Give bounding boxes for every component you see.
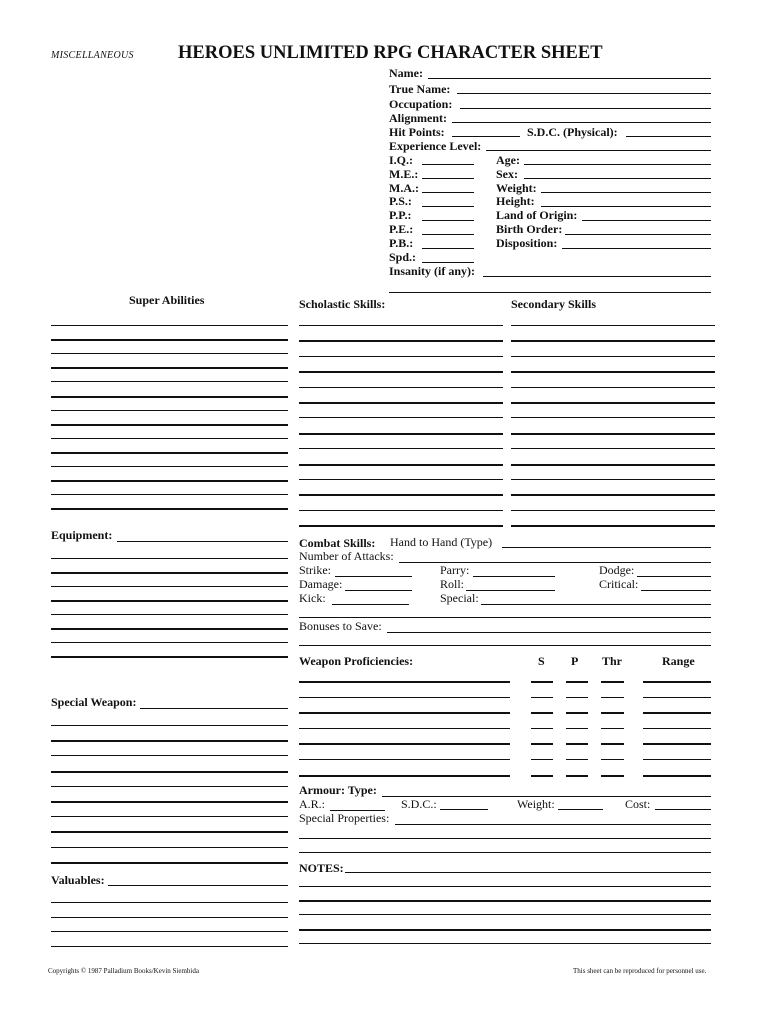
dodge-label: Dodge: — [599, 563, 635, 577]
weapon-stat-line[interactable] — [601, 759, 624, 760]
weapon-stat-line[interactable] — [531, 759, 553, 760]
scholastic-skill-line[interactable] — [299, 464, 503, 466]
col-p-header: P — [571, 654, 579, 668]
weapon-stat-line[interactable] — [643, 728, 711, 729]
iq-label: I.Q.: — [389, 153, 413, 167]
weapon-stat-line[interactable] — [566, 681, 588, 683]
equipment-line[interactable] — [51, 600, 288, 602]
scholastic-skill-line[interactable] — [299, 340, 503, 342]
notes-field[interactable] — [345, 872, 711, 873]
scholastic-skill-line[interactable] — [299, 479, 503, 480]
weapon-stat-line[interactable] — [531, 681, 553, 683]
weapon-proficiencies-label: Weapon Proficiencies: — [299, 654, 414, 668]
combat-skills-label: Combat Skills: — [299, 536, 376, 550]
spd-label: Spd.: — [389, 250, 417, 264]
name-label: Name: — [389, 66, 423, 80]
weapon-name-line[interactable] — [299, 728, 510, 729]
valuables-line[interactable] — [51, 931, 288, 932]
scholastic-skills-heading: Scholastic Skills: — [299, 297, 386, 311]
secondary-skill-line[interactable] — [511, 402, 715, 404]
weapon-stat-line[interactable] — [643, 775, 711, 777]
scholastic-skill-line[interactable] — [299, 356, 503, 357]
special-weapon-line[interactable] — [51, 755, 288, 756]
col-thr-header: Thr — [602, 654, 623, 668]
me-field[interactable] — [422, 178, 474, 179]
scholastic-skill-line[interactable] — [299, 448, 503, 449]
notes-line[interactable] — [299, 900, 711, 902]
secondary-skill-line[interactable] — [511, 510, 715, 511]
armour-type-label: Armour: Type: — [299, 783, 377, 797]
critical-field[interactable] — [641, 590, 711, 591]
parry-field[interactable] — [473, 576, 555, 577]
weapon-stat-line[interactable] — [531, 728, 553, 729]
col-range-header: Range — [662, 654, 695, 668]
equipment-line[interactable] — [51, 656, 288, 658]
critical-label: Critical: — [599, 577, 639, 591]
weapon-stat-line[interactable] — [601, 775, 624, 777]
combat-extra-line[interactable] — [299, 617, 711, 618]
special-weapon-line[interactable] — [51, 847, 288, 848]
secondary-skill-line[interactable] — [511, 340, 715, 342]
special-weapon-line[interactable] — [51, 816, 288, 817]
true-name-label: True Name: — [389, 82, 451, 96]
age-label: Age: — [496, 153, 520, 167]
birth-order-label: Birth Order: — [496, 222, 563, 236]
special-weapon-line[interactable] — [51, 862, 288, 864]
weapon-stat-line[interactable] — [643, 743, 711, 745]
secondary-skill-line[interactable] — [511, 479, 715, 480]
me-label: M.E.: — [389, 167, 419, 181]
notes-line[interactable] — [299, 943, 711, 944]
strike-label: Strike: — [299, 563, 331, 577]
height-label: Height: — [496, 194, 535, 208]
occupation-field[interactable] — [460, 108, 711, 109]
pb-label: P.B.: — [389, 236, 414, 250]
pp-field[interactable] — [422, 220, 474, 221]
weapon-stat-line[interactable] — [601, 712, 624, 714]
special-properties-line-3[interactable] — [299, 852, 711, 853]
super-ability-line[interactable] — [51, 494, 288, 495]
hand-to-hand-field[interactable] — [502, 547, 711, 548]
weapon-stat-line[interactable] — [643, 697, 711, 698]
insanity-label: Insanity (if any): — [389, 264, 476, 278]
super-abilities-heading: Super Abilities — [129, 293, 205, 307]
weapon-name-line[interactable] — [299, 712, 510, 714]
weapon-name-line[interactable] — [299, 759, 510, 760]
weapon-stat-line[interactable] — [531, 712, 553, 714]
special-weapon-line[interactable] — [51, 786, 288, 787]
secondary-skill-line[interactable] — [511, 464, 715, 466]
super-ability-line[interactable] — [51, 438, 288, 439]
age-field[interactable] — [524, 164, 711, 165]
equipment-line[interactable] — [51, 642, 288, 643]
pb-field[interactable] — [422, 248, 474, 249]
weapon-stat-line[interactable] — [566, 759, 588, 760]
special-weapon-label: Special Weapon: — [51, 695, 137, 709]
pe-label: P.E.: — [389, 222, 414, 236]
super-ability-line[interactable] — [51, 508, 288, 510]
secondary-skill-line[interactable] — [511, 417, 715, 418]
weapon-stat-line[interactable] — [643, 712, 711, 714]
ma-field[interactable] — [422, 192, 474, 193]
occupation-label: Occupation: — [389, 97, 453, 111]
equipment-line[interactable] — [51, 614, 288, 615]
weapon-stat-line[interactable] — [531, 743, 553, 745]
weapon-stat-line[interactable] — [601, 743, 624, 745]
hit-points-field[interactable] — [452, 136, 520, 137]
special-properties-label: Special Properties: — [299, 811, 390, 825]
kick-label: Kick: — [299, 591, 326, 605]
col-s-header: S — [538, 654, 545, 668]
super-ability-line[interactable] — [51, 410, 288, 411]
section-label: MISCELLANEOUS — [51, 50, 134, 61]
name-field[interactable] — [428, 78, 711, 79]
scholastic-skill-line[interactable] — [299, 387, 503, 388]
valuables-line[interactable] — [51, 902, 288, 903]
dodge-field[interactable] — [637, 576, 711, 577]
experience-level-label: Experience Level: — [389, 139, 482, 153]
super-ability-line[interactable] — [51, 381, 288, 382]
sdc-physical-label: S.D.C. (Physical): — [527, 125, 618, 139]
secondary-skill-line[interactable] — [511, 387, 715, 388]
ps-field[interactable] — [422, 206, 474, 207]
sex-field[interactable] — [524, 178, 711, 179]
weapon-stat-line[interactable] — [566, 697, 588, 698]
armour-weight-label: Weight: — [517, 797, 555, 811]
super-ability-line[interactable] — [51, 353, 288, 354]
parry-label: Parry: — [440, 563, 470, 577]
weight-field[interactable] — [541, 192, 711, 193]
special-properties-line-2[interactable] — [299, 838, 711, 839]
iq-field[interactable] — [422, 164, 474, 165]
scholastic-skill-line[interactable] — [299, 510, 503, 511]
super-ability-line[interactable] — [51, 325, 288, 326]
super-ability-line[interactable] — [51, 452, 288, 454]
special-weapon-line[interactable] — [51, 831, 288, 833]
armour-sdc-field[interactable] — [440, 809, 488, 810]
equipment-line[interactable] — [51, 572, 288, 574]
number-of-attacks-label: Number of Attacks: — [299, 549, 394, 563]
hit-points-label: Hit Points: — [389, 125, 445, 139]
special-weapon-field[interactable] — [140, 708, 288, 709]
land-of-origin-field[interactable] — [582, 220, 711, 221]
weapon-stat-line[interactable] — [643, 759, 711, 760]
scholastic-skill-line[interactable] — [299, 433, 503, 435]
weapon-stat-line[interactable] — [601, 728, 624, 729]
super-ability-line[interactable] — [51, 396, 288, 398]
weapon-stat-line[interactable] — [566, 728, 588, 729]
roll-field[interactable] — [466, 590, 555, 591]
secondary-skill-line[interactable] — [511, 325, 715, 326]
scholastic-skill-line[interactable] — [299, 402, 503, 404]
damage-field[interactable] — [345, 590, 412, 591]
equipment-field[interactable] — [117, 541, 288, 542]
equipment-label: Equipment: — [51, 528, 113, 542]
notes-label: NOTES: — [299, 861, 344, 875]
ma-label: M.A.: — [389, 181, 419, 195]
weapon-name-line[interactable] — [299, 775, 510, 777]
secondary-skill-line[interactable] — [511, 371, 715, 373]
valuables-line[interactable] — [51, 946, 288, 947]
equipment-line[interactable] — [51, 558, 288, 559]
armour-weight-field[interactable] — [558, 809, 603, 810]
sex-label: Sex: — [496, 167, 518, 181]
weapon-stat-line[interactable] — [643, 681, 711, 683]
special-label: Special: — [440, 591, 479, 605]
alignment-field[interactable] — [452, 122, 711, 123]
reproduce-text: This sheet can be reproduced for personnel use. — [573, 967, 707, 975]
special-weapon-line[interactable] — [51, 801, 288, 803]
armour-cost-field[interactable] — [655, 809, 711, 810]
secondary-skill-line[interactable] — [511, 448, 715, 449]
super-ability-line[interactable] — [51, 480, 288, 482]
weapon-stat-line[interactable] — [566, 712, 588, 714]
spd-field[interactable] — [422, 262, 474, 263]
secondary-skills-heading: Secondary Skills — [511, 297, 597, 311]
weapon-name-line[interactable] — [299, 743, 510, 745]
damage-label: Damage: — [299, 577, 343, 591]
scholastic-skill-line[interactable] — [299, 371, 503, 373]
valuables-field[interactable] — [108, 885, 288, 886]
weapon-name-line[interactable] — [299, 681, 510, 683]
hand-to-hand-label: Hand to Hand (Type) — [390, 535, 493, 549]
secondary-skill-line[interactable] — [511, 356, 715, 357]
sheet-title: HEROES UNLIMITED RPG CHARACTER SHEET — [178, 43, 603, 63]
special-field[interactable] — [481, 604, 711, 605]
scholastic-skill-line[interactable] — [299, 525, 503, 527]
roll-label: Roll: — [440, 577, 465, 591]
scholastic-skill-line[interactable] — [299, 325, 503, 326]
ar-label: A.R.: — [299, 797, 326, 811]
special-weapon-line[interactable] — [51, 740, 288, 742]
scholastic-skill-line[interactable] — [299, 494, 503, 496]
weapon-name-line[interactable] — [299, 697, 510, 698]
experience-level-field[interactable] — [486, 150, 711, 151]
height-field[interactable] — [541, 206, 711, 207]
true-name-field[interactable] — [457, 93, 711, 94]
equipment-line[interactable] — [51, 628, 288, 630]
ps-label: P.S.: — [389, 194, 412, 208]
strike-field[interactable] — [335, 576, 412, 577]
notes-line[interactable] — [299, 886, 711, 887]
weapon-stat-line[interactable] — [566, 743, 588, 745]
copyright-text: Copyrights © 1987 Palladium Books/Kevin Siembida — [48, 967, 199, 975]
equipment-line[interactable] — [51, 586, 288, 587]
super-ability-line[interactable] — [51, 424, 288, 426]
pe-field[interactable] — [422, 234, 474, 235]
kick-field[interactable] — [332, 604, 409, 605]
weight-label: Weight: — [496, 181, 537, 195]
land-of-origin-label: Land of Origin: — [496, 208, 578, 222]
weapon-stat-line[interactable] — [566, 775, 588, 777]
disposition-field[interactable] — [562, 248, 711, 249]
weapon-stat-line[interactable] — [531, 775, 553, 777]
scholastic-skill-line[interactable] — [299, 417, 503, 418]
special-weapon-line[interactable] — [51, 725, 288, 726]
armour-cost-label: Cost: — [625, 797, 651, 811]
super-ability-line[interactable] — [51, 339, 288, 341]
alignment-label: Alignment: — [389, 111, 447, 125]
weapon-stat-line[interactable] — [601, 681, 624, 683]
weapon-stat-line[interactable] — [601, 697, 624, 698]
secondary-skill-line[interactable] — [511, 433, 715, 435]
special-weapon-line[interactable] — [51, 771, 288, 773]
special-properties-field[interactable] — [395, 824, 711, 825]
secondary-skill-line[interactable] — [511, 494, 715, 496]
notes-line[interactable] — [299, 929, 711, 931]
pp-label: P.P.: — [389, 208, 412, 222]
notes-line[interactable] — [299, 914, 711, 915]
valuables-label: Valuables: — [51, 873, 105, 887]
insanity-field-extra[interactable] — [389, 292, 711, 293]
secondary-skill-line[interactable] — [511, 525, 715, 527]
bonuses-to-save-label: Bonuses to Save: — [299, 619, 382, 633]
bonuses-extra-line[interactable] — [299, 645, 711, 646]
armour-sdc-label: S.D.C.: — [401, 797, 437, 811]
super-ability-line[interactable] — [51, 466, 288, 467]
valuables-line[interactable] — [51, 917, 288, 918]
bonuses-to-save-field[interactable] — [387, 632, 711, 633]
disposition-label: Disposition: — [496, 236, 558, 250]
insanity-field[interactable] — [483, 276, 711, 277]
sdc-physical-field[interactable] — [626, 136, 711, 137]
super-ability-line[interactable] — [51, 367, 288, 369]
weapon-stat-line[interactable] — [531, 697, 553, 698]
birth-order-field[interactable] — [565, 234, 711, 235]
